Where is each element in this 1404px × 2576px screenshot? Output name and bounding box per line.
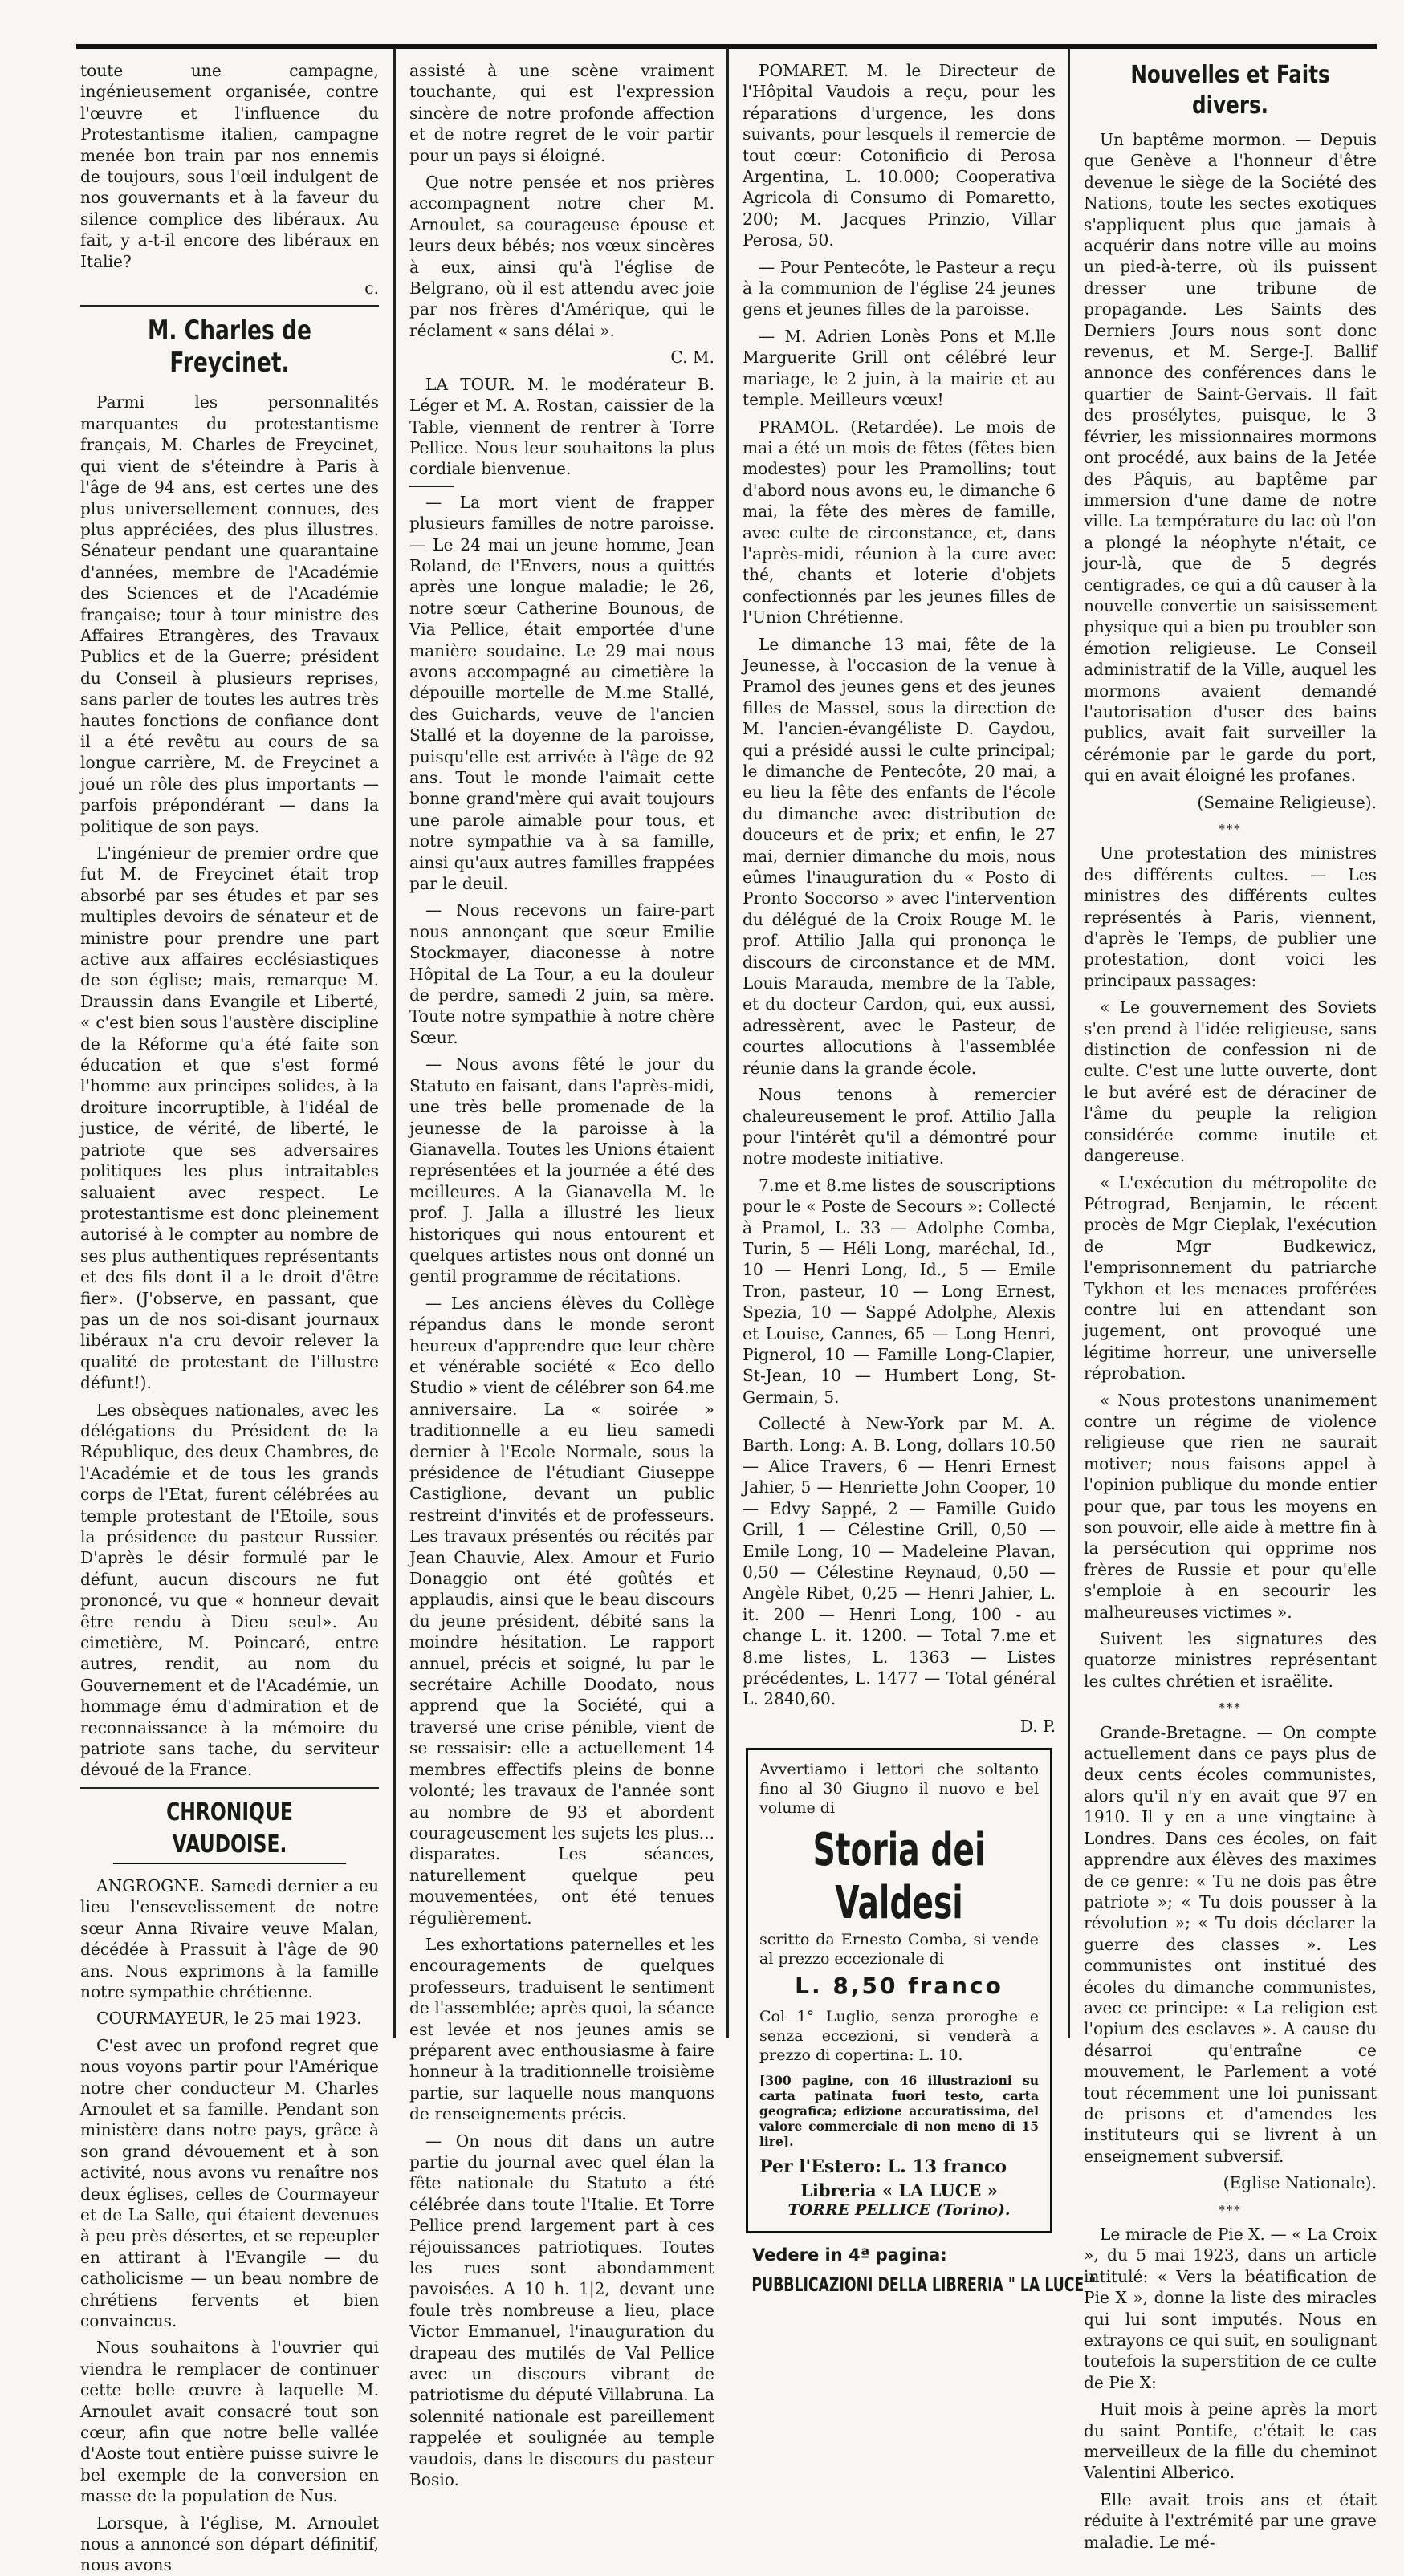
news-paragraph: Huit mois à peine après la mort du saint Pontife, c'était le cas merveilleux de la fille du cheminot Valentini Alberico. <box>1084 2399 1377 2483</box>
freycinet-paragraph: L'ingénieur de premier ordre que fut M. de Freycinet était trop absorbé par ses études et par ses multiples devoirs de sénateur et de ministre pour prendre une part active aux affaires ecclésiastiques de son église; mais, remarque M. Draussin dans Evangile et Liberté, « c'est bien sous l'austère discipline de la Réforme qu'a été faite son éducation et que s'est formé l'homme aux principes solides, à la droiture incorruptible, à l'idéal de justice, de vérité, de liberté, le patriote que ses adversaires politiques les plus intraitables saluaient avec respect. Le protestantisme est donc pleinement autorisé à le compter au nombre de ses plus authentiques représentants et des fils dont il a le droit d'être fier». (J'observe, en passant, que pas un de nos soi-disant journaux libéraux n'a cru devoir relever la qualité de protestant de l'illustre défunt!). <box>80 843 379 1393</box>
separator <box>80 1787 379 1789</box>
intro-text: toute une campagne, ingénieusement organisée, contre l'œuvre et l'influence du Protestantisme italien, campagne menée bon train par nos ennemis de toujours, sous l'œil indulgent de nos gouvernants et à la faveur du silence complice des libéraux. Au fait, y a-t-il encore des libéraux en Italie? <box>80 61 379 271</box>
ad-book-title: Storia dei Valdesi <box>812 1824 986 1930</box>
ad-author-line: scritto da Ernesto Comba, si vende al prezzo eccezionale di <box>759 1931 1039 1969</box>
news-paragraph: — Nous avons fêté le jour du Statuto en faisant, dans l'après-midi, une très belle promenade de la jeunesse de la paroisse à la Gianavella. Toutes les Unions étaient représentées et la journée a été des meilleures. A la Gianavella M. le prof. J. Jalla a illustré les lieux historiques qui nous entourent et quelques artistes nous ont donné un gentil programme de récitations. <box>409 1054 714 1286</box>
chronique-vaudoise-title: CHRONIQUE VAUDOISE. <box>113 1797 346 1864</box>
ad-cover-price: Col 1° Luglio, senza proroghe e senza eccezioni, si venderà a prezzo di copertina: L. 10. <box>759 2008 1039 2065</box>
signature: D. P. <box>1019 1716 1056 1736</box>
section-stars: *** <box>1219 1700 1242 1716</box>
signature: C. M. <box>670 347 714 368</box>
news-paragraph: Suivent les signatures des quatorze ministres représentant les cultes chrétien et israëlite. <box>1084 1629 1377 1691</box>
see-page-four: Vedere in 4ª pagina: <box>752 2245 947 2265</box>
news-paragraph: Le dimanche 13 mai, fête de la Jeunesse, à l'occasion de la venue à Pramol des jeunes gens et des jeunes filles de Massel, sous la direction de M. l'ancien-évangéliste D. Gaydou, qui a présidé aussi le culte principal; le dimanche de Pentecôte, 20 mai, a eu lieu la fête des enfants de l'école du dimanche avec distribution de douceurs et de prix; et enfin, le 27 mai, dernier dimanche du mois, nous eûmes l'inauguration du « Posto di Pronto Soccorso » avec l'intervention du délégué de la Croix Rouge M. le prof. Attilio Jalla qui prononça le discours de circonstance et de MM. Louis Marauda, membre de la Table, et du docteur Cardon, qui, eux aussi, adressèrent, avec le Pasteur, de courtes allocutions à l'assemblée réunie dans la grande école. <box>743 634 1056 1078</box>
advertisement-box <box>746 1748 1052 2233</box>
protest-paragraph: Une protestation des ministres des différents cultes. — Les ministres des différents cultes représentés à Paris, viennent, d'après le Temps, de publier une protestation, dont voici les principaux passages: <box>1084 843 1377 990</box>
courmayeur-paragraph: Nous souhaitons à l'ouvrier qui viendra le remplacer de continuer cette belle œuvre à laquelle M. Arnoulet avait consacré tout son cœur, afin que notre belle vallée d'Aoste tout entière puisse suivre le bel exemple de la conversion en masse de la population de Nus. <box>80 2338 379 2506</box>
publications-line: PUBBLICAZIONI DELLA LIBRERIA " LA LUCE " <box>751 2273 1097 2296</box>
pramol-paragraph: PRAMOL. (Retardée). Le mois de mai a été un mois de fêtes (fêtes bien modestes) pour les Pramollins; tout d'abord nous avons eu, le dimanche 6 mai, la fête des mères de famille, avec culte de circonstance, et, dans l'après-midi, réunion à la cure avec thé, chants et loterie d'objets confectionnés par les jeunes filles de l'Union Chrétienne. <box>743 416 1056 628</box>
news-paragraph: Les exhortations paternelles et les encouragements de quelques professeurs, traduisent le sentiment de l'assemblée; après quoi, la séance est levée et nos jeunes amis se préparent avec enthousiasme à faire honneur à la traditionnelle troisième partie, sur laquelle nous manquons de renseignements précis. <box>409 1934 714 2124</box>
quote-paragraph: « L'exécution du métropolite de Pétrograd, Benjamin, le récent procès de Mgr Cieplak, l'exécution de Mgr Budkewicz, l'emprisonnement du patriarche Tykhon et les menaces proférées contre lui en attendant son jugement, ont provoqué une légitime horreur, une universelle réprobation. <box>1084 1172 1377 1383</box>
subscription-list: 7.me et 8.me listes de souscriptions pour le « Poste de Secours »: Collecté à Pramol, L. 33 — Adolphe Comba, Turin, 5 — Héli Long, maréchal, Id., 10 — Henri Long, Id., 5 — Emile Tron, pasteur, 10 — Long Ernest, Spezia, 10 — Sappé Adolphe, Alexis et Louise, Cannes, 65 — Long Henri, Pignerol, 10 — Famille Long-Clapier, St-Jean, 10 — Humbert Long, St-Germain, 5. <box>743 1175 1056 1407</box>
news-paragraph: Elle avait trois ans et était réduite à l'extrémité par une grave maladie. Le mé- <box>1084 2489 1377 2552</box>
quote-paragraph: « Le gouvernement des Soviets s'en prend à l'idée religieuse, sans distinction de confession ni de culte. C'est une lutte ouverte, dont le but avéré est de déraciner de l'âme du peuple la religion considérée comme inutile et dangereuse. <box>1084 997 1377 1166</box>
courmayeur-paragraph: C'est avec un profond regret que nous voyons partir pour l'Amérique notre cher conducteur M. Charles Arnoulet et sa famille. Pendant son ministère dans notre pays, grâce à son grand dévouement et à son activité, nous avons vu renaître nos deux églises, celles de Courmayeur et de La Salle, qui étaient devenues à peu près désertes, et se repeupler en attirant à l'Evangile — du catholicisme — un beau nombre de chrétiens fervents et bien convaincus. <box>80 2035 379 2330</box>
miracle-paragraph: Le miracle de Pie X. — « La Croix », du 5 mai 1923, dans un article intitulé: « Vers la béatification de Pie X », donne la liste des miracles qui lui sont imputés. Nous en extrayons ce qui suit, en soulignant toutefois la superstition de ce culte de Pie X: <box>1084 2225 1377 2392</box>
freycinet-title: M. Charles de Freycinet. <box>147 315 312 380</box>
column-2 <box>409 60 714 2490</box>
section-stars: *** <box>1219 822 1242 836</box>
news-paragraph: — Les anciens élèves du Collège répandus dans le monde seront heureux d'apprendre que leur chère et vénérable société « Eco dello Studio » vient de célébrer son 64.me anniversaire. La « soirée » traditionnelle a eu lieu samedi dernier à l'Ecole Normale, sous la présidence de l'étudiant Giuseppe Castiglione, devant un public restreint d'invités et de professeurs. Les travaux présentés ou récités par Jean Chauvie, Alex. Amour et Furio Donaggio ont été goûtés et applaudis, ainsi que le beau discours du jeune président, débité sans la moindre hésitation. Le rapport annuel, précis et soigné, lu par le secrétaire Achille Doodato, nous apprend que la Société, qui a traversé une crise pénible, vient de se ressaisir: elle a actuellement 14 membres effectifs pleins de bonne volonté; les travaux de l'année sont au nombre de 93 et abordent courageusement les sujets les plus... disparates. Les séances, naturellement quelque peu mouvementées, ont été tenues régulièrement. <box>409 1293 714 1928</box>
ad-place: TORRE PELLICE (Torino). <box>787 2201 1011 2220</box>
mormon-paragraph: Un baptême mormon. — Depuis que Genève a l'honneur d'être devenue le siège de la Société des Nations, toute les sectes exotiques s'appliquent plus que jamais à acquérir dans notre ville au moins un pied-à-terre, où ils puissent dresser une tribune de propagande. Les Saints des Derniers Jours nous sont donc revenus, et M. Serge-J. Ballif annonce des conférences dans le quartier de Saint-Gervais. Il fait des prosélytes, puisque, le 3 février, les missionnaires mormons ont procédé, aux bains de la Jetée des Pâquis, au baptême par immersion d'une dame de notre ville. La température du lac où l'on a plongé la néophyte n'était, ce jour-là, que de 5 degrés centigrades, ce qui a dû causer à la nouvelle convertie un saisissement physique qui a bien pu troubler son émotion religieuse. Le Conseil administratif de la Ville, auquel les mormons avaient demandé l'autorisation d'user des bains publics, avait fait surveiller la cérémonie par le garde du port, qui en avait éloigné les profanes. <box>1084 130 1377 786</box>
ad-price: L. 8,50 franco <box>795 1973 1003 2000</box>
column-rule <box>726 48 729 2038</box>
source-citation: (Eglise Nationale). <box>1223 2173 1377 2193</box>
nouvelles-title: Nouvelles et Faits divers. <box>1130 61 1330 120</box>
separator <box>409 486 454 487</box>
news-paragraph: — On nous dit dans un autre partie du journal avec quel élan la fête nationale du Statuto a été célébrée dans toute l'Italie. Et Torre Pellice prend largement part à ces réjouissances patriotiques. Toutes les rues sont abondamment pavoisées. A 10 h. 1|2, devant une foule très nombreuse a lieu, place Victor Emmanuel, l'inauguration du drapeau des mutilés de Val Pellice avec un discours vibrant de patriotisme du député Villabruna. La solennité nationale est pareillement rappelée et soulignée au temple vaudois, dans le discours du pasteur Bosio. <box>409 2131 714 2490</box>
intro-signature: c. <box>364 278 379 299</box>
news-paragraph: — La mort vient de frapper plusieurs familles de notre paroisse. — Le 24 mai un jeune homme, Jean Roland, de l'Envers, nous a quittés après une longue maladie; le 26, notre sœur Catherine Bounous, de Via Pellice, était emportée d'une manière soudaine. Le 29 mai nous avons accompagné au cimetière la dépouille mortelle de M.me Stallé, des Guichards, veuve de l'ancien Stallé et la doyenne de la paroisse, puisqu'elle est arrivée à l'âge de 92 ans. Tout le monde l'aimait cette bonne grand'mère qui avait toujours une parole aimable pour tous, et notre sympathie va à sa famille, ainsi qu'aux autres familles frappées par le deuil. <box>409 492 714 894</box>
pomaret-paragraph: POMARET. M. le Directeur de l'Hôpital Vaudois a reçu, pour les réparations d'urgence, les dons suivants, pour lesquels il remercie de tout cœur: Cotonificio di Perosa Argentina, L. 10.000; Cooperativa Agricola di Consumo di Pomaretto, 200; M. Jacques Prinzio, Villar Perosa, 50. <box>743 61 1056 250</box>
ad-publisher: Libreria « LA LUCE » <box>800 2180 998 2201</box>
news-paragraph: — Nous recevons un faire-part nous annonçant que sœur Emilie Stockmayer, diaconesse à notre Hôpital de La Tour, a eu la douleur de perdre, samedi 2 juin, sa mère. Toute notre sympathie à notre chère Sœur. <box>409 900 714 1047</box>
freycinet-paragraph: Les obsèques nationales, avec les délégations du Président de la République, des deux Chambres, de l'Académie et de tous les grands corps de l'Etat, furent célébrées au temple protestant de l'Etoile, sous la présidence du pasteur Russier. D'après le désir formulé par le défunt, aucun discours ne fut prononcé, vu que « honneur devait être rendu à Dieu seul». Au cimetière, M. Poincaré, entre autres, rendit, au nom du Gouvernement et de l'Académie, un hommage ému d'admiration et de reconnaissance à la mémoire du patriote sans tache, du serviteur dévoué de la France. <box>80 1400 379 1780</box>
great-britain-paragraph: Grande-Bretagne. — On compte actuellement dans ce pays plus de deux cents écoles communistes, alors qu'il n'y en avait que 97 en 1910. Il y en a une vingtaine à Londres. Dans ces écoles, on fait apprendre aux élèves des maximes de ce genre: « Tu ne dois pas être patriote »; « Tu dois pousser à la révolution »; « Tu dois déclarer la guerre des classes ». Les communistes ont institué des écoles du dimanche communistes, avec ce principe: « La religion est l'opium des esclaves ». A cause du désarroi qu'entraîne ce mouvement, le Parlement a voté tout récemment une loi punissant de prisons et d'amendes les instituteurs qui se livrent à un enseignement subversif. <box>1084 1722 1377 2166</box>
courmayeur-continued: assisté à une scène vraiment touchante, qui est l'expression sincère de notre profonde affection et de notre regret de le voir partir pour un pays si éloigné. <box>409 61 714 165</box>
column-4 <box>1084 60 1377 2552</box>
courmayeur-heading: COURMAYEUR, le 25 mai 1923. <box>96 2009 362 2029</box>
source-citation: (Semaine Religieuse). <box>1197 792 1377 812</box>
ad-intro: Avvertiamo i lettori che soltanto fino al 30 Giugno il nuovo e bel volume di <box>759 1761 1039 1818</box>
news-paragraph: — Pour Pentecôte, le Pasteur a reçu à la communion de l'église 24 jeunes gens et jeunes filles de la paroisse. <box>743 257 1056 319</box>
column-1 <box>80 60 379 2575</box>
column-rule <box>393 48 396 2038</box>
courmayeur-paragraph: Que notre pensée et nos prières accompagnent notre cher M. Arnoulet, sa courageuse épouse et leurs deux bébés; nos vœux sincères à eux, ainsi qu'à l'église de Belgrano, où il est attendu avec joie par nos frères d'Amérique, qui le réclament « sans délai ». <box>409 173 714 340</box>
freycinet-paragraph: Parmi les personnalités marquantes du protestantisme français, M. Charles de Freycinet, qui vient de s'éteindre à Paris à l'âge de 94 ans, est certes une des plus universellement connues, des plus appréciées, des plus illustres. Sénateur pendant une quarantaine d'années, membre de l'Académie des Sciences et de l'Académie française; tour à tour ministre des Affaires Etrangères, des Travaux Publics et de la Guerre; président du Conseil à plusieurs reprises, sans parler de toutes les autres très hautes fonctions de confiance dont il a été revêtu au cours de sa longue carrière, M. de Freycinet a joué un rôle des plus importants — parfois prépondérant — dans la politique de son pays. <box>80 392 379 836</box>
angrogne-paragraph: ANGROGNE. Samedi dernier a eu lieu l'ensevelissement de notre sœur Anna Rivaire veuve Malan, décédée à Prassuit à l'âge de 90 ans. Nous exprimons à la famille notre sympathie chrétienne. <box>80 1875 379 2001</box>
news-paragraph: Nous tenons à remercier chaleureusement le prof. Attilio Jalla pour l'intérêt qu'il a démontré pour notre modeste initiative. <box>743 1085 1056 1168</box>
courmayeur-paragraph: Lorsque, à l'église, M. Arnoulet nous a annoncé son départ définitif, nous avons <box>80 2513 379 2575</box>
column-rule <box>1068 48 1070 2038</box>
column-3 <box>743 60 1097 2296</box>
separator <box>80 305 379 307</box>
la-tour-paragraph: LA TOUR. M. le modérateur B. Léger et M. A. Rostan, caissier de la Table, viennent de rentrer à Torre Pellice. Nous leur souhaitons la plus cordiale bienvenue. <box>409 374 714 479</box>
quote-paragraph: « Nous protestons unanimement contre un régime de violence religieuse que rien ne saurait motiver; nous faisons appel à l'opinion publique du monde entier pour que, par tous les moyens en son pouvoir, elle aide à mettre fin à la persécution qui opprime nos frères de Russie et pour qu'elle s'emploie à en secourir les malheureuses victimes ». <box>1084 1390 1377 1622</box>
section-stars: *** <box>1219 2202 1242 2217</box>
subscription-list: Collecté à New-York par M. A. Barth. Long: A. B. Long, dollars 10.50 — Alice Travers, 6 — Henri Ernest Jahier, 5 — Henriette John Cooper, 10 — Edvy Sappé, 2 — Famille Guido Grill, 1 — Célestine Grill, 0,50 — Emile Long, 10 — Madeleine Plavan, 0,50 — Célestine Reynaud, 0,50 — Angèle Ribet, 0,25 — Henri Jahier, L. it. 200 — Henri Long, 100 - au change L. it. 1200. — Total 7.me et 8.me listes, L. 1363 — Listes précédentes, L. 1477 — Total général L. 2840,60. <box>743 1414 1056 1709</box>
ad-description: [300 pagine, con 46 illustrazioni su carta patinata fuori testo, carta geografica; edizione accuratissima, del valore commerciale di non meno di 15 lire]. <box>759 2073 1039 2150</box>
ad-foreign-price: Per l'Estero: L. 13 franco <box>759 2156 1007 2178</box>
news-paragraph: — M. Adrien Lonès Pons et M.lle Marguerite Grill ont célébré leur mariage, le 2 juin, à la mairie et au temple. Meilleurs vœux! <box>743 326 1056 410</box>
